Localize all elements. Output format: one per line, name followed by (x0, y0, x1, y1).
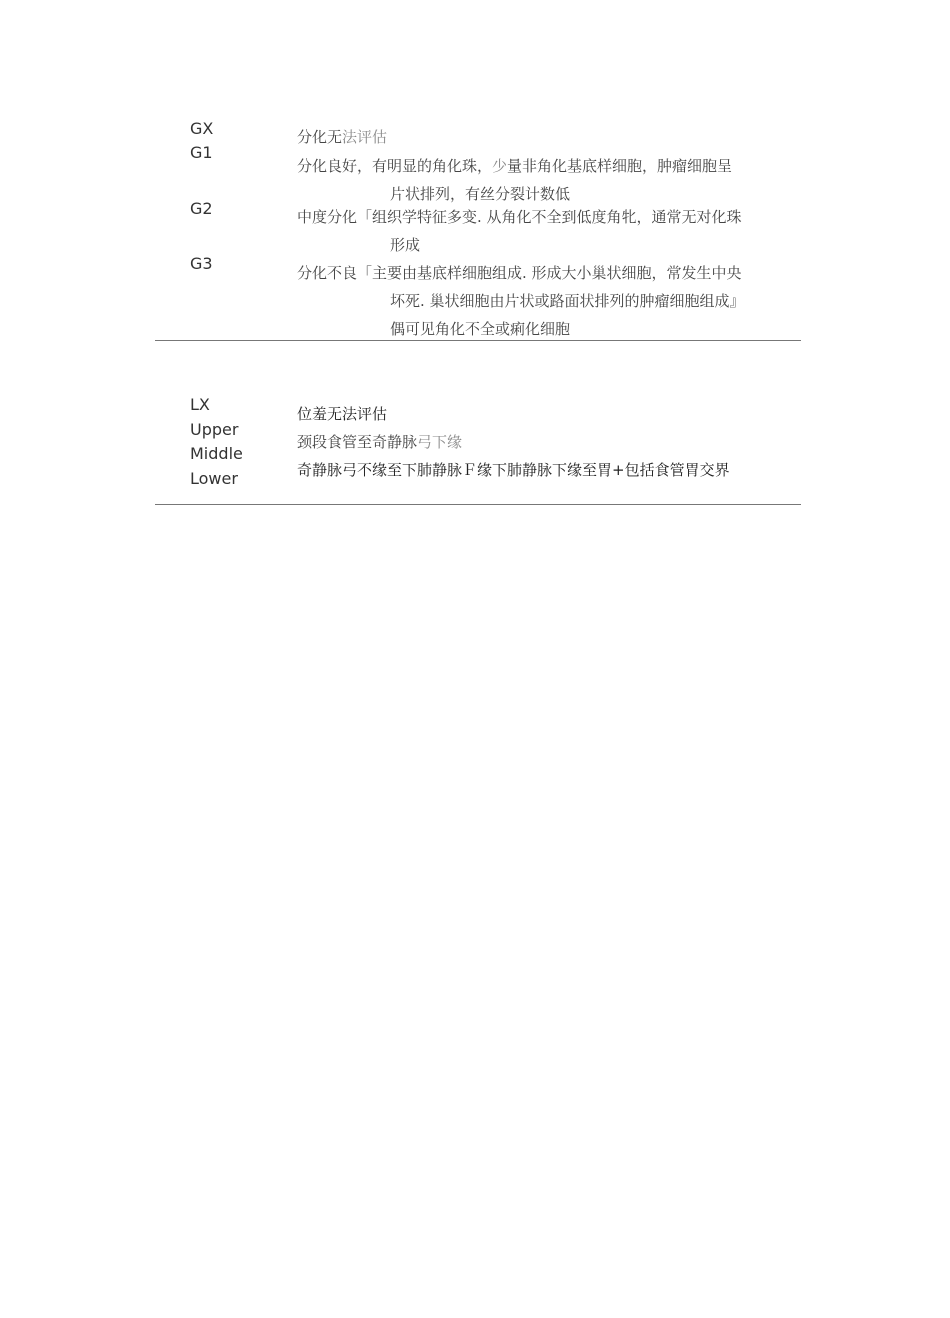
location-table-divider (155, 504, 801, 505)
grade-code-g3: G3 (190, 254, 213, 273)
location-code-lower: Lower (190, 469, 238, 488)
grade-table-divider (155, 340, 801, 341)
grade-code-g2: G2 (190, 199, 213, 218)
grade-desc-g1-continued: 片状排列，有丝分裂计数低 (390, 185, 571, 203)
location-desc-upper-text: 颈段食管至奇静脉 (297, 433, 418, 451)
location-desc-upper (297, 431, 797, 452)
location-desc-lx: 位羞无法评估 (297, 405, 388, 423)
location-code-upper: Upper (190, 420, 239, 439)
location-desc-upper-text-faint: 弓下缘 (417, 433, 463, 451)
grade-desc-g2-continued: 形成 (390, 236, 421, 254)
grade-desc-g3: 分化不良「主要由基底样细胞组成. 形成大小巢状细胞，常发生中央 (297, 264, 742, 282)
grade-desc-g3-continued-1: 坏死. 巢状细胞由片状或路面状排列的肿瘤细胞组成』 (390, 292, 745, 310)
grade-desc-g1-text-a: 分化良好，有明显的角化珠， (297, 157, 493, 175)
grade-desc-g1-text-c: 量非角化基底样细胞，肿瘤细胞呈 (507, 157, 733, 175)
grade-code-g1: G1 (190, 143, 213, 162)
grade-desc-gx-text: 分化无 (297, 128, 343, 146)
location-code-middle: Middle (190, 444, 243, 463)
grade-desc-g1-text-faint: 少 (492, 157, 508, 175)
grade-desc-gx (297, 126, 797, 147)
grade-desc-g3-continued-2: 偶可见角化不全或痢化细胞 (390, 320, 571, 338)
grade-desc-g1 (297, 155, 797, 176)
grade-code-gx: GX (190, 119, 214, 138)
grade-desc-gx-text-faint: 法评估 (342, 128, 388, 146)
grade-desc-g2: 中度分化「组织学特征多变. 从角化不全到低度角牝，通常无对化珠 (297, 208, 742, 226)
location-desc-middle-lower: 奇静脉弓不缘至下肺静脉Ｆ缘下肺静脉下缘至胃+包括食管胃交界 (297, 461, 730, 479)
location-code-lx: LX (190, 395, 210, 414)
